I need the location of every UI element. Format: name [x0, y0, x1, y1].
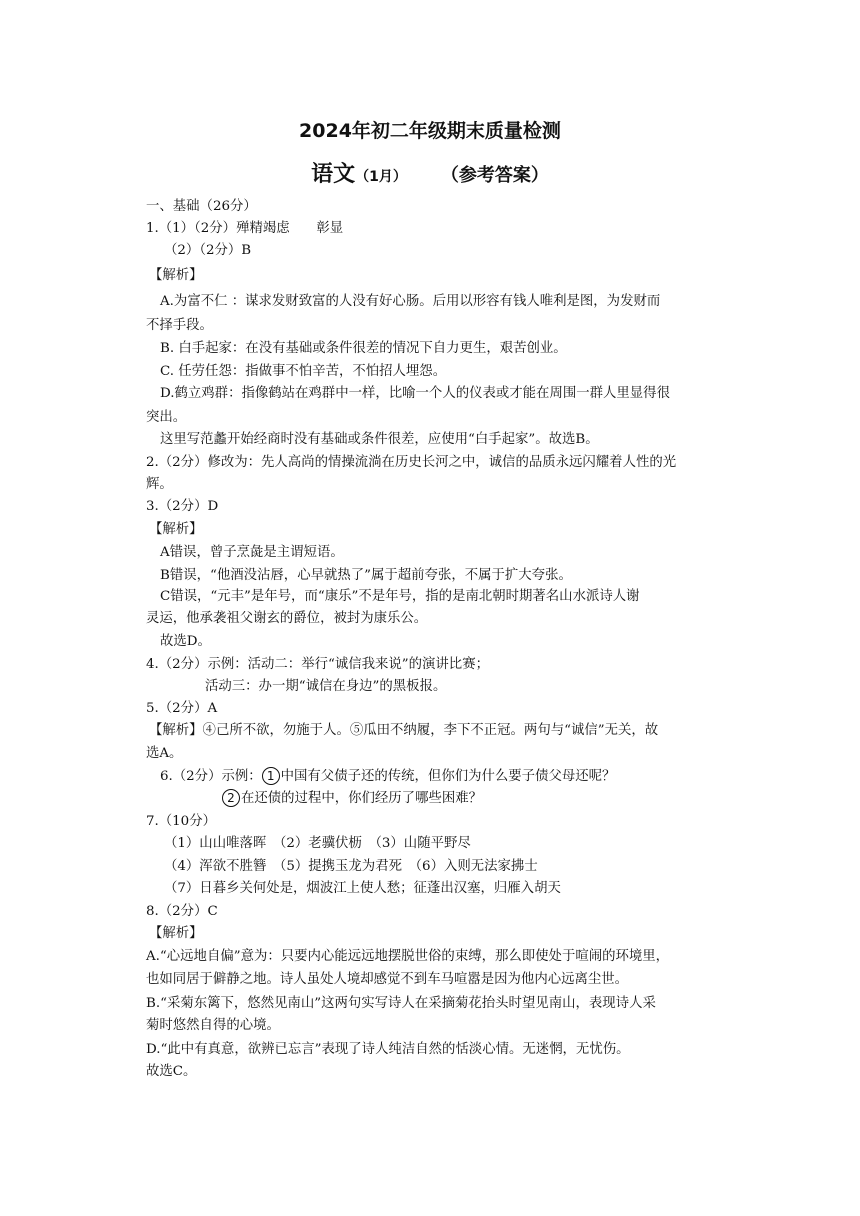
analysis-line: 选A。 [146, 746, 183, 761]
analysis-line: C. 任劳任怨：指做事不怕辛苦，不怕招人埋怨。 [160, 364, 447, 379]
answer-line: 6.（2分）示例： 1 中国有父债子还的传统，但你们为什么要子债父母还呢？ [160, 769, 616, 784]
exam-title: 2024年初二年级期末质量检测 [299, 120, 561, 142]
section-heading: 一、基础（26分） [146, 199, 257, 214]
analysis-line: A.为富不仁 ：谋求发财致富的人没有好心肠。后用以形容有钱人唯利是图，为发财而 [160, 294, 661, 309]
answer-line: 2 在还债的过程中，你们经历了哪些困难？ [222, 789, 482, 809]
answer-line: 7.（10分） [146, 814, 216, 829]
analysis-line: 这里写范蠡开始经商时没有基础或条件很差，应使用“白手起家”。故选B。 [160, 432, 599, 447]
answer-line: 辉。 [146, 477, 173, 492]
analysis-line: D.“此中有真意，欲辨已忘言”表现了诗人纯洁自然的恬淡心情。无迷惘，无忧伤。 [146, 1042, 630, 1057]
analysis-line: 也如同居于僻静之地。诗人虽处人境却感觉不到车马喧嚣是因为他内心远离尘世。 [146, 972, 629, 987]
analysis-line: A错误，曾子烹彘是主谓短语。 [160, 545, 344, 560]
analysis-line: B错误，“他酒没沾唇，心早就热了”属于超前夸张，不属于扩大夸张。 [160, 568, 572, 583]
answer-line: 4.（2分）示例：活动二：举行“诚信我来说”的演讲比赛； [146, 657, 489, 672]
answer-key-label: （参考答案） [440, 165, 549, 186]
analysis-label: 【解析】 [149, 268, 203, 283]
analysis-line: 故选D。 [160, 634, 211, 649]
analysis-label: 【解析】 [149, 522, 203, 537]
analysis-line: D.鹤立鸡群：指像鹤站在鸡群中一样，比喻一个人的仪表或才能在周围一群人里显得很 [160, 386, 670, 401]
answer-line: 2.（2分）修改为：先人高尚的情操流淌在历史长河之中，诚信的品质永远闪耀着人性的光 [146, 455, 677, 470]
answer-line: 1.（1）（2分）殚精竭虑 彰显 [146, 221, 344, 236]
answer-line: 5.（2分）A [146, 701, 218, 716]
analysis-label: 【解析】 [149, 926, 203, 941]
analysis-line: B. 白手起家：在没有基础或条件很差的情况下自力更生，艰苦创业。 [160, 341, 567, 356]
exam-month: （1月） [355, 169, 407, 185]
answer-line: （7）日暮乡关何处是，烟波江上使人愁；征蓬出汉塞，归雁入胡天 [164, 881, 561, 896]
answer-line: （1）山山唯落晖 （2）老骥伏枥 （3）山随平野尽 [164, 836, 471, 851]
circled-number: 2 [222, 789, 240, 807]
analysis-line: B.“采菊东篱下，悠然见南山”这两句实写诗人在采摘菊花抬头时望见南山，表现诗人采 [146, 996, 656, 1011]
analysis-line: 灵运，他承袭祖父谢玄的爵位，被封为康乐公。 [146, 611, 428, 626]
analysis-line: C错误，“元丰”是年号，而“康乐”不是年号，指的是南北朝时期著名山水派诗人谢 [160, 589, 640, 604]
analysis-line: 故选C。 [146, 1064, 197, 1079]
answer-line: 8.（2分）C [146, 904, 218, 919]
analysis-line: 不择手段。 [146, 318, 213, 333]
analysis-line: 菊时悠然自得的心境。 [146, 1018, 280, 1033]
answer-line: （2）（2分）B [164, 243, 252, 258]
circled-number: 1 [262, 767, 280, 785]
analysis-line: 突出。 [146, 410, 187, 425]
answer-line: 活动三：办一期“诚信在身边”的黑板报。 [205, 679, 447, 694]
analysis-line: A.“心远地自偏”意为：只要内心能远远地摆脱世俗的束缚，那么即使处于喧闹的环境里， [146, 949, 670, 964]
answer-line: （4）浑欲不胜簪 （5）提携玉龙为君死 （6）入则无法家拂士 [164, 859, 538, 874]
subject-heading [0, 157, 860, 188]
answer-line: 3.（2分）D [146, 499, 219, 514]
analysis-line: 【解析】④己所不欲，勿施于人。⑤瓜田不纳履，李下不正冠。两句与“诚信”无关，故 [149, 723, 659, 738]
subject-name: 语文 [311, 162, 356, 187]
